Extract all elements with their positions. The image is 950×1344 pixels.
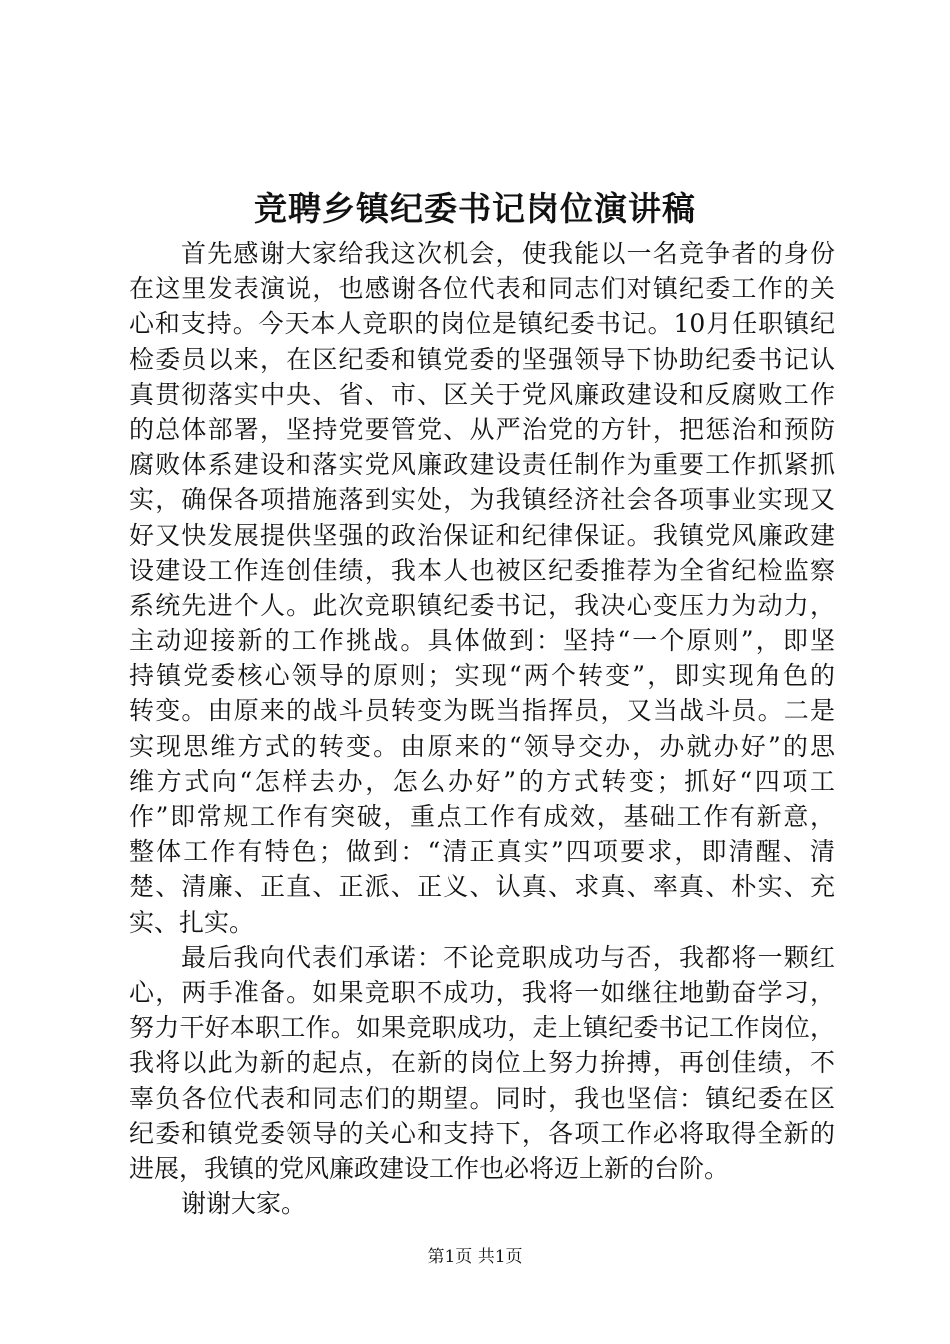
text-line: 好又快发展提供坚强的政治保证和纪律保证。我镇党风廉政建 xyxy=(129,520,835,550)
text-line: 转变。由原来的战斗员转变为既当指挥员，又当战斗员。二是 xyxy=(129,696,835,726)
text-line: 纪委和镇党委领导的关心和支持下，各项工作必将取得全新的 xyxy=(129,1118,835,1148)
text-line: 最后我向代表们承诺：不论竞职成功与否，我都将一颗红 xyxy=(181,942,835,972)
text-line: 设建设工作连创佳绩，我本人也被区纪委推荐为全省纪检监察 xyxy=(129,555,835,585)
document-title: 竞聘乡镇纪委书记岗位演讲稿 xyxy=(254,189,696,228)
text-line: 心和支持。今天本人竞职的岗位是镇纪委书记。10月任职镇纪 xyxy=(129,309,835,339)
text-line: 我将以此为新的起点，在新的岗位上努力拚搏，再创佳绩，不 xyxy=(129,1048,835,1078)
document-body xyxy=(129,236,835,1221)
text-line: 的总体部署，坚持党要管党、从严治党的方针，把惩治和预防 xyxy=(129,414,835,444)
text-line: 努力干好本职工作。如果竞职成功，走上镇纪委书记工作岗位， xyxy=(129,1013,835,1043)
text-line: 实，确保各项措施落到实处，为我镇经济社会各项事业实现又 xyxy=(129,485,835,515)
text-line: 整体工作有特色；做到：“清正真实”四项要求，即清醒、清 xyxy=(129,837,835,867)
text-line: 楚、清廉、正直、正派、正义、认真、求真、率真、朴实、充 xyxy=(129,872,835,902)
text-line: 实、扎实。 xyxy=(129,907,255,937)
text-line: 进展，我镇的党风廉政建设工作也必将迈上新的台阶。 xyxy=(129,1153,730,1183)
paragraph-3 xyxy=(129,1186,835,1221)
text-line: 谢谢大家。 xyxy=(181,1189,307,1219)
text-line: 系统先进个人。此次竞职镇纪委书记，我决心变压力为动力， xyxy=(129,590,835,620)
text-line: 作”即常规工作有突破，重点工作有成效，基础工作有新意， xyxy=(129,802,835,831)
text-line: 持镇党委核心领导的原则；实现“两个转变”，即实现角色的 xyxy=(129,661,835,691)
paragraph-1 xyxy=(129,236,835,940)
text-line: 腐败体系建设和落实党风廉政建设责任制作为重要工作抓紧抓 xyxy=(129,450,835,480)
text-line: 主动迎接新的工作挑战。具体做到：坚持“一个原则”，即坚 xyxy=(129,626,835,656)
paragraph-2 xyxy=(129,940,835,1186)
text-line: 实现思维方式的转变。由原来的“领导交办，办就办好”的思 xyxy=(129,731,835,761)
page-footer: 第1页 共1页 xyxy=(427,1247,523,1267)
text-line: 检委员以来，在区纪委和镇党委的坚强领导下协助纪委书记认 xyxy=(129,344,835,374)
text-line: 真贯彻落实中央、省、市、区关于党风廉政建设和反腐败工作 xyxy=(129,379,835,409)
text-line: 维方式向“怎样去办，怎么办好”的方式转变；抓好“四项工 xyxy=(129,766,835,796)
text-line: 首先感谢大家给我这次机会，使我能以一名竞争者的身份 xyxy=(181,239,835,268)
text-line: 在这里发表演说，也感谢各位代表和同志们对镇纪委工作的关 xyxy=(129,274,835,304)
text-line: 辜负各位代表和同志们的期望。同时，我也坚信：镇纪委在区 xyxy=(129,1083,835,1113)
text-line: 心，两手准备。如果竞职不成功，我将一如继往地勤奋学习， xyxy=(129,977,835,1007)
